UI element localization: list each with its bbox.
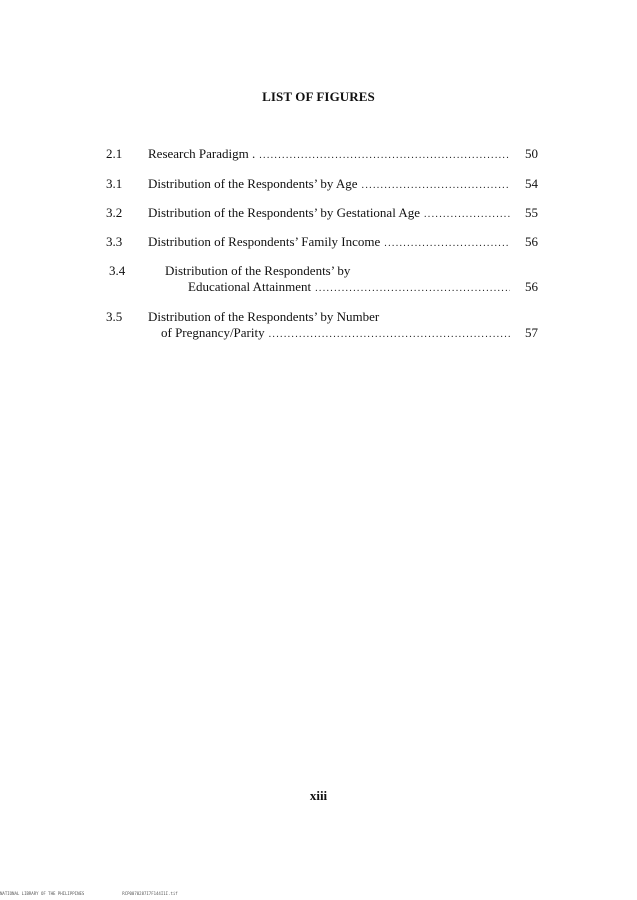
file-id: RCP0070287I7F144I1I.tif: [122, 891, 178, 896]
figure-number: 3.3: [106, 234, 123, 249]
figure-row: [106, 176, 538, 192]
figure-entry: [106, 309, 538, 341]
figure-page-number: 56: [525, 234, 538, 249]
figure-row: [109, 263, 538, 279]
page-title: LIST OF FIGURES: [262, 89, 375, 104]
figure-row: [106, 146, 538, 162]
figure-row-continued: [109, 279, 538, 295]
figure-entry: [106, 176, 538, 192]
dot-leader: [269, 327, 510, 343]
figure-page-number: 56: [525, 279, 538, 294]
dot-leader: [315, 281, 510, 297]
figure-entry: [106, 205, 538, 221]
dot-leader: [259, 148, 510, 164]
figure-title-continued: Educational Attainment: [188, 279, 312, 294]
figure-entry: [106, 146, 538, 162]
figure-number: 3.5: [106, 309, 123, 324]
figure-title-continued: of Pregnancy/Parity: [161, 325, 265, 340]
figure-page-number: 54: [525, 176, 538, 191]
dot-leader: [362, 178, 510, 194]
figure-number: 3.2: [106, 205, 123, 220]
figure-page-number: 50: [525, 146, 538, 161]
figure-entry: [109, 263, 538, 295]
dot-leader: [384, 236, 510, 252]
library-stamp: NATIONAL LIBRARY OF THE PHILIPPINES: [0, 891, 85, 896]
figure-title: Distribution of the Respondents’ by Gestational Age: [148, 205, 420, 220]
figure-row: [106, 205, 538, 221]
figure-page-number: 57: [525, 325, 538, 340]
figure-title: Distribution of the Respondents’ by Age: [148, 176, 358, 191]
figure-title: Research Paradigm .: [148, 146, 256, 161]
figure-title: Distribution of the Respondents’ by Number: [148, 309, 380, 324]
page-number: xiii: [309, 788, 328, 803]
figure-row: [106, 309, 538, 325]
figure-row: [106, 234, 538, 250]
scan-stamp: [0, 891, 216, 896]
figure-row-continued: [106, 325, 538, 341]
figure-number: 3.4: [109, 263, 126, 278]
figure-entry: [106, 234, 538, 250]
figure-title: Distribution of the Respondents’ by: [165, 263, 351, 278]
figure-title: Distribution of Respondents’ Family Income: [148, 234, 381, 249]
dot-leader: [424, 207, 510, 223]
figure-page-number: 55: [525, 205, 538, 220]
figure-number: 3.1: [106, 176, 123, 191]
figure-number: 2.1: [106, 146, 123, 161]
